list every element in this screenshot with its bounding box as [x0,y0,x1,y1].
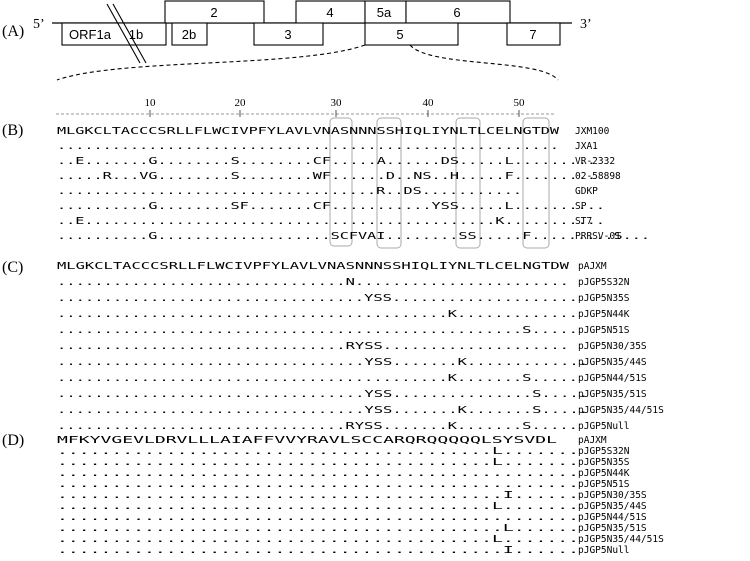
panel-label-c: (C) [2,259,24,276]
orf-label-1b: 1b [128,27,144,42]
alignment-sequence: .................................YSS...............S..... [57,389,588,400]
alignment-sequence: .....R...VG........S........WF......D..NS..H.....F......... [57,171,596,182]
orf-box [365,23,458,45]
sequence-name: pJGP5N51S [578,325,630,336]
panel-label-b: (B) [2,122,24,139]
sequence-name: 02-58898 [575,171,621,182]
alignment-sequence: ..E.............................................K........... [57,216,605,227]
sequence-name: PRRSV-01 [575,231,621,242]
alignment-sequence: .................................YSS.......K............. [57,357,588,368]
sequence-name: pJGP5N51S [578,479,630,490]
alignment-sequence: ...............................N....................... [57,277,569,288]
alignment-sequence: ........................................L....... [57,501,579,512]
alignment-panel-c [57,261,664,432]
alignment-sequence: ...............................RYSS.................... [57,341,569,352]
orf-label-2b: 2b [181,27,197,42]
orf-label-3: 3 [284,27,292,42]
alignment-sequence: ..........G...................SCFVAI........SS.....F.........S... [57,231,650,242]
five-prime-label: 5’ [33,17,45,32]
ruler-tick-label: 30 [330,97,342,109]
sequence-name: pJGP5N35S [578,457,630,468]
alignment-sequence: ...................................R..DS........... [57,186,522,197]
sequence-name: pJGP5N44K [578,468,630,479]
sequence-name: pJGP5N35/51S [578,523,647,534]
sequence-name: JXA1 [575,141,598,152]
orf-label-6: 6 [453,5,461,20]
sequence-name: pJGP5N30/35S [578,341,647,352]
sequence-name: pJGP5N44/51S [578,512,647,523]
ruler-tick-label: 10 [144,97,156,109]
alignment-sequence: .................................YSS.......K.......S..... [57,405,588,416]
alignment-sequence: .........................................L...... [57,523,579,534]
alignment-sequence: ................................................ [57,479,579,490]
alignment-sequence: ..................................................S..... [57,325,578,336]
sequence-name: pJGP5N30/35S [578,490,647,501]
ruler-tick-label: 40 [422,97,434,109]
site-box [523,118,549,248]
ruler-tick-label: 50 [513,97,525,109]
sequence-name: JXM100 [575,126,610,137]
alignment-sequence: ........................................L....... [57,534,579,545]
alignment-sequence: MLGKCLTACCCSRLLFLWCIVPFYLAVLVNASNNNSSHIQLIYNLTLCELNGTDW [57,261,570,272]
panel-label-a: (A) [2,23,25,40]
sequence-name: GDKP [575,186,598,197]
orf-label-5a: 5a [376,5,392,20]
alignment-sequence: ....................................................... [57,141,559,152]
sequence-name: pJGP5S32N [578,446,630,457]
sequence-name: pJGP5Null [578,545,630,556]
orf-label-4: 4 [326,5,334,20]
orf-label-1a: ORF1a [69,27,111,42]
site-box [377,118,401,248]
sequence-name: ST7 [575,216,593,227]
sequence-name: pJGP5N44K [578,309,630,320]
sequence-name: VR-2332 [575,156,616,167]
sequence-name: pJGP5N35/44S [578,357,647,368]
panel-label-d: (D) [2,432,25,449]
zoom-connector-left [57,45,365,80]
alignment-sequence: ...............................RYSS.......K.......S..... [57,421,578,432]
sequence-name: pJGP5S32N [578,277,630,288]
sequence-name: pJGP5N35/44S [578,501,647,512]
site-box [456,118,480,248]
alignment-sequence: ..E.......G........S........CF.....A......DS.....L......... [57,156,596,167]
sequence-name: pJGP5N44/51S [578,373,647,384]
alignment-sequence: ........................................L....... [57,457,579,468]
sequence-name: pAJXM [578,261,607,272]
position-ruler [56,97,556,117]
alignment-sequence: .................................YSS.................... [57,293,578,304]
alignment-panel-b [57,126,650,242]
sequence-name: pJGP5Null [578,421,630,432]
alignment-sequence: ........................................L....... [57,446,579,457]
alignment-panel-d [57,435,664,556]
orf-label-2: 2 [210,5,218,20]
ruler-tick-label: 20 [234,97,246,109]
sequence-name: pJGP5N35/51S [578,389,647,400]
genome-map [33,1,592,80]
alignment-sequence: ..........G........SF.......CF...........YSS.....L.......... [57,201,605,212]
alignment-sequence: MLGKCLTACCCSRLLFLWCIVPFYLAVLVNASNNNSSHIQLIYNLTLCELNGTDW [57,126,560,137]
alignment-sequence: ................................................ [57,512,579,523]
orf-label-5: 5 [396,27,404,42]
alignment-sequence: MFKYVGEVLDRVLLLAIAFFVVYRAVLSCCARQRQQQQQLSYSVDL [57,435,558,446]
alignment-sequence: .........................................I...... [57,545,579,556]
alignment-sequence: ..........................................K............. [57,309,578,320]
alignment-sequence: ................................................ [57,468,579,479]
glycosylation-site-boxes [330,118,549,248]
sequence-name: pJGP5N35S [578,293,630,304]
alignment-sequence: .........................................I...... [57,490,579,501]
sequence-name: pJGP5N35/44/51S [578,534,664,545]
zoom-connector-right [410,45,558,80]
three-prime-label: 3’ [580,17,592,32]
sequence-name: pAJXM [578,435,607,446]
alignment-sequence: ..........................................K.......S..... [57,373,578,384]
sequence-name: SP [575,201,587,212]
orf-label-7: 7 [529,27,537,42]
sequence-name: pJGP5N35/44/51S [578,405,664,416]
